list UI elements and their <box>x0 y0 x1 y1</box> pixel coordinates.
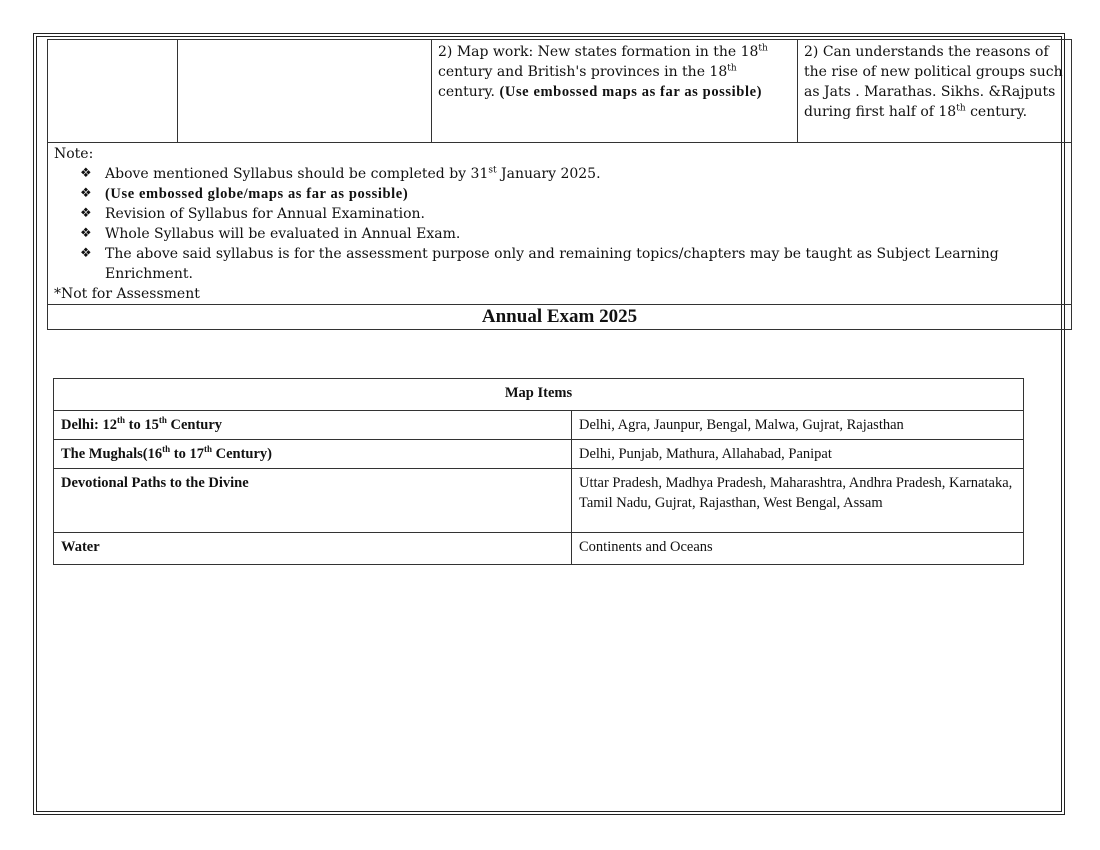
superscript: th <box>203 444 212 455</box>
diamond-bullet-icon: ❖ <box>80 166 92 181</box>
syllabus-row <box>48 40 1072 143</box>
label-text: Century <box>166 417 223 433</box>
map-items-header: Map Items <box>54 379 1024 411</box>
footnote: *Not for Assessment <box>54 286 200 302</box>
note-item <box>80 164 1065 184</box>
notes-cell <box>48 143 1072 305</box>
superscript: th <box>956 103 966 114</box>
table-row <box>54 440 1024 469</box>
superscript: th <box>162 444 171 455</box>
diamond-bullet-icon: ❖ <box>80 186 92 201</box>
note-text: Revision of Syllabus for Annual Examination. <box>105 206 426 222</box>
annual-exam-row <box>48 305 1072 330</box>
map-item-label <box>54 411 572 440</box>
diamond-bullet-icon: ❖ <box>80 206 92 221</box>
activity-text: 2) Map work: New states formation in the 18 <box>438 44 759 60</box>
map-items-header-row <box>54 379 1024 411</box>
syllabus-cell-activity <box>432 40 798 143</box>
note-text: The above said syllabus is for the assessment purpose only and remaining topics/chapters may be taught as Subject Learning Enrichment. <box>105 246 999 282</box>
syllabus-cell-outcome <box>798 40 1072 143</box>
notes-row <box>48 143 1072 305</box>
activity-text: century and British's provinces in the 18 <box>438 64 728 80</box>
notes-list <box>54 164 1065 284</box>
table-row <box>54 411 1024 440</box>
superscript: th <box>116 415 125 426</box>
map-item-label <box>54 440 572 469</box>
activity-text: century. <box>438 84 500 100</box>
syllabus-table <box>47 39 1072 330</box>
label-text: to 15 <box>125 417 159 433</box>
map-item-value: Uttar Pradesh, Madhya Pradesh, Maharashtra, Andhra Pradesh, Karnataka, Tamil Nadu, Gujrat, Rajasthan, West Bengal, Assam <box>572 469 1024 533</box>
notes-heading: Note: <box>54 146 94 162</box>
superscript: th <box>758 43 768 54</box>
superscript: th <box>727 63 737 74</box>
map-items-table <box>53 378 1024 565</box>
diamond-bullet-icon: ❖ <box>80 246 92 261</box>
label-text: Delhi: 12 <box>61 417 117 433</box>
outcome-text: 2) Can understands the reasons of the rise of new political groups such as Jats . Marathas. Sikhs. &Rajputs during first half of 18 <box>804 44 1063 120</box>
syllabus-cell-empty-1 <box>48 40 178 143</box>
annual-exam-title: Annual Exam 2025 <box>48 305 1072 330</box>
note-item <box>80 224 1065 244</box>
note-item <box>80 184 1065 204</box>
note-text: Whole Syllabus will be evaluated in Annual Exam. <box>105 226 461 242</box>
label-text: The Mughals(16 <box>61 446 163 462</box>
diamond-bullet-icon: ❖ <box>80 226 92 241</box>
label-text: Century) <box>212 446 273 462</box>
note-text: (Use embossed globe/maps as far as possible) <box>105 186 409 202</box>
note-item <box>80 204 1065 224</box>
map-item-label: Water <box>54 533 572 565</box>
syllabus-cell-empty-2 <box>178 40 432 143</box>
map-item-value: Delhi, Punjab, Mathura, Allahabad, Panipat <box>572 440 1024 469</box>
table-row <box>54 533 1024 565</box>
superscript: th <box>158 415 167 426</box>
map-item-value: Continents and Oceans <box>572 533 1024 565</box>
activity-note: (Use embossed maps as far as possible) <box>499 84 763 100</box>
map-item-value: Delhi, Agra, Jaunpur, Bengal, Malwa, Gujrat, Rajasthan <box>572 411 1024 440</box>
note-text: Above mentioned Syllabus should be completed by 31 <box>105 166 489 182</box>
table-row <box>54 469 1024 533</box>
note-text: January 2025. <box>496 166 601 182</box>
outcome-text: century. <box>965 104 1028 120</box>
label-text: to 17 <box>170 446 204 462</box>
superscript: st <box>488 165 497 176</box>
note-item <box>80 244 1065 284</box>
map-item-label: Devotional Paths to the Divine <box>54 469 572 533</box>
